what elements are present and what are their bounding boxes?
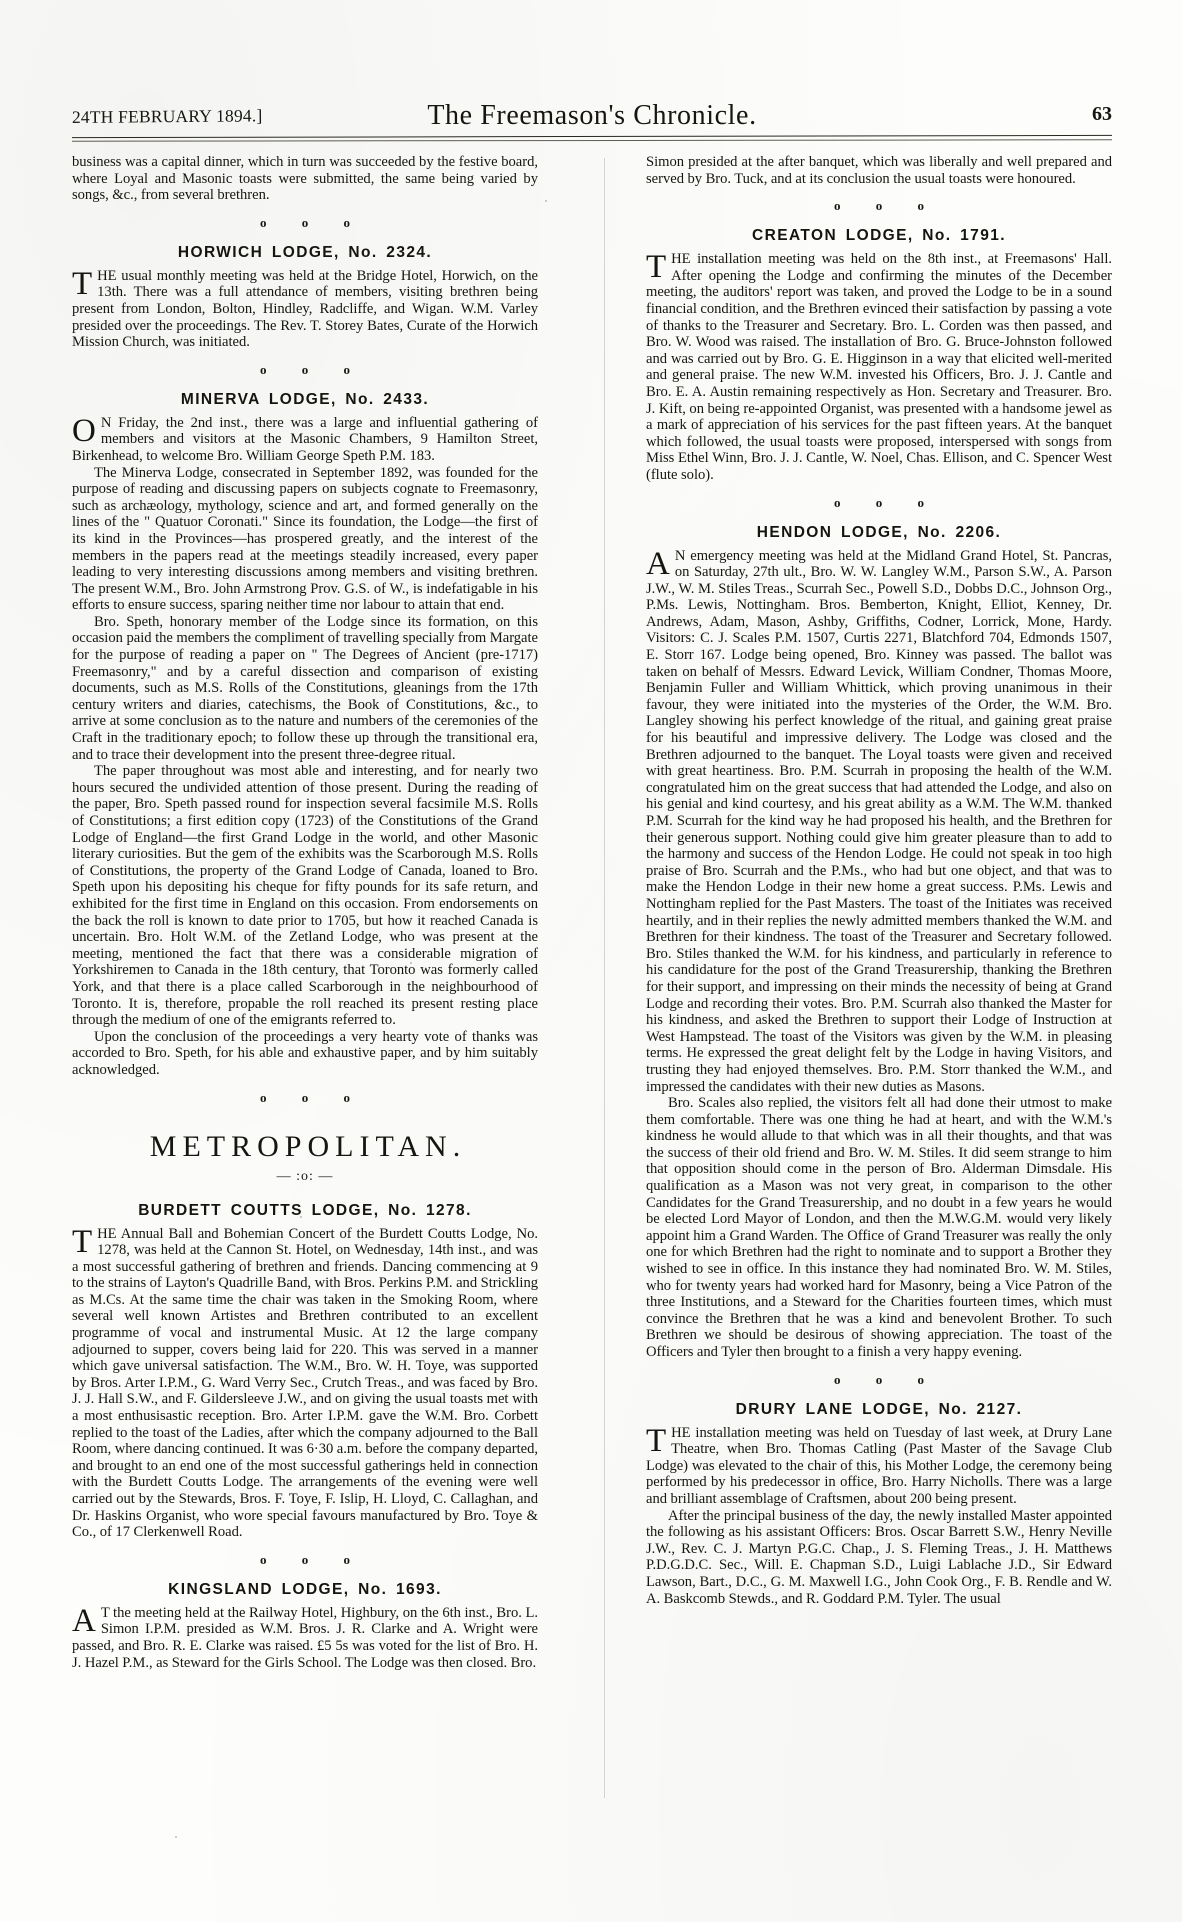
opening-paragraph: THE installation meeting was held on the 8th inst., at Freemasons' Hall. After opening the Lodge and confirming the minutes of the December meeting, the auditors' report was taken, and proved the Lodge to be in a sound financial condition, and the Brethren evinced their satisfaction by passing a vote of thanks to the Treasurer and Secretary. Bro. L. Corden was then passed, and Bro. W. Wood was raised. The installation of Bro. G. Bruce-Johnston followed and was carried out by Bro. G. E. Higginson in a way that elicited well-merited and general praise. The new W.M. invested his Officers, Bro. J. J. Cantle and Bro. E. A. Austin remaining respectively as Hon. Secretary and Treasurer. Bro. J. Kift, on being re-appointed Organist, was presented with a handsome jewel as a mark of appreciation of his services for the past fifteen years. At the banquet which followed, the usual toasts were proposed, interspersed with songs from Miss Ethel Winn, Bro. J. J. Cantle, W. Noel, Chas. Ellison, and C. Spencer West (flute solo). (646, 249, 1112, 483)
section-ornament: o o o (834, 494, 940, 510)
lodge-heading: KINGSLAND LODGE, No. 1693. (168, 1580, 442, 1598)
body-paragraph: Bro. Speth, honorary member of the Lodge since its formation, on this occasion paid the members the compliment of travelling specially from Margate for the purpose of reading a paper on " The Degrees of Ancient (pre-1717) Freemasonry," and by a careful dissection and comparison of existing documents, such as M.S. Rolls of the Constitutions, gleanings from the 17th century writers and diaries, catechisms, the Book of Constitutions, &c., to arrive at some conclusion as to the nature and numbers of the ceremonies of the Craft in the traditionary epoch; to follow these up through the transitional era, and to trace their development into the present three-degree ritual. (72, 613, 538, 763)
section-ornament: o o o (260, 214, 366, 230)
body-paragraph: Bro. Scales also replied, the visitors felt all had done their utmost to make them comfortable. There was one thing he had at heart, and with the W.M.'s kindness he would allude to that which was in all their thoughts, and that was the success of their old friend and Bro. W. M. Stiles. It did seem strange to him that opposition should come in the person of Bro. Alderman Dimsdale. His qualification as a Mason was not very great, in comparison to the other Candidates for the Grand Treasurership, and no doubt in a few years he would be elected Lord Mayor of London, and then the M.W.G.M. would very likely appoint him a Grand Warden. The Office of Grand Treasurer was really the only one for which Brethren had the right to nominate and to support a Brother they wished to see in office. In this instance they had nominated Bro. W. M. Stiles, who for twenty years had worked hard for Masonry, being a Vice Patron of the three Institutions, and a Steward for the Charities fourteen times, which must convince the Brethren that he was a kind and benevolent Brother. To such Brethren we should be desirous of showing appreciation. The toast of the Officers and Tyler then brought to a finish a very happy evening. (646, 1095, 1112, 1360)
body-paragraph: The Minerva Lodge, consecrated in September 1892, was founded for the purpose of reading and discussing papers on subjects cognate to Freemasonry, such as archæology, mythology, science and art, and formed generally on the lines of the " Quatuor Coronati." Since its foundation, the Lodge—the first of its kind in the Provinces—has prospered greatly, and the interest of the members in the papers read at the meetings steadily increased, every paper leading to very interesting discussions among members and visiting brethren. The present W.M., Bro. John Armstrong Prov. G.S. of W., is indefatigable in his efforts to ensure success, sparing neither time nor labour to attain that end. (72, 464, 538, 614)
drop-cap: T (646, 249, 667, 286)
drop-cap: T (646, 1422, 667, 1459)
drop-cap: T (72, 265, 93, 302)
opening-paragraph: THE usual monthly meeting was held at the Bridge Hotel, Horwich, on the 13th. There was a full attendance of members, visiting brethren being present from London, Bolton, Hindley, Radcliffe, and Wigan. W.M. Varley presided over the proceedings. The Rev. T. Storey Bates, Curate of the Horwich Mission Church, was initiated. (72, 265, 538, 351)
section-ornament: o o o (260, 361, 366, 377)
column-divider (604, 158, 605, 1798)
lodge-heading: BURDETT COUTTS LODGE, No. 1278. (138, 1201, 472, 1219)
publication-title: The Freemason's Chronicle. (427, 100, 757, 131)
section-ornament: o o o (260, 1551, 366, 1567)
opening-paragraph: O N Friday, the 2nd inst., there was a large and influential gathering of members and visitors at the Masonic Chambers, 9 Hamilton Street, Birkenhead, to welcome Bro. William George Speth P.M. 183. (72, 412, 538, 464)
lodge-heading: DRURY LANE LODGE, No. 2127. (735, 1400, 1023, 1418)
continued-paragraph: Simon presided at the after banquet, which was liberally and well prepared and served by Bro. Tuck, and at its conclusion the usual toasts were honoured. (646, 154, 1112, 187)
opening-paragraph: THE installation meeting was held on Tuesday of last week, at Drury Lane Theatre, when Bro. Thomas Catling (Past Master of the Savage Club Lodge) was elevated to the chair of this, his Mother Lodge, the ceremony being performed by his predecessor in office, Bro. Harry Nicholls. There was a large and brilliant assemblage of Craftsmen, about 200 being present. (646, 1422, 1112, 1507)
section-rule-ornament: — :o: — (276, 1168, 334, 1184)
opening-paragraph: THE Annual Ball and Bohemian Concert of the Burdett Coutts Lodge, No. 1278, was held at the Cannon St. Hotel, on Wednesday, 14th inst., and was a most successful gathering of brethren and friends. Dancing commencing at 9 to the strains of Layton's Quadrille Band, with Bros. Perkins P.M. and Strickling as M.Cs. At the same time the chair was taken in the Smoking Room, where several well known Artistes and Brethren contributed to an excellent programme of vocal and instrumental Music. At 12 the large company adjourned to supper, covers being laid for 220. This was served in a manner which gave universal satisfaction. The W.M., Bro. W. H. Toye, was supported by Bros. Arter I.P.M., G. Ward Verry Sec., Crutch Treas., and was faced by Bro. J. J. Hall S.W., and F. Gildersleeve J.W., and on giving the usual toasts met with a most enthusisastic reception. Bro. Arter I.P.M. gave the W.M. Bro. Corbett replied to the toast of the Ladies, after which the company adjourned to the Ball Room, where dancing continued. It was 6·30 a.m. before the company departed, and brought to an end one of the most successful gatherings held in connection with the Burdett Coutts Lodge. The arrangements of the evening were well carried out by the Stewards, Bros. F. Toye, F. Islip, H. Lloyd, C. Callaghan, and Dr. Haskins Organist, who wore special favours manufactured by Bro. Toye & Co., of 17 Clerkenwell Road. (72, 1223, 538, 1541)
section-ornament: o o o (260, 1089, 366, 1105)
lodge-heading: CREATON LODGE, No. 1791. (752, 227, 1006, 245)
drop-cap: O (72, 412, 96, 449)
running-head (72, 88, 1112, 132)
left-column (72, 154, 538, 1854)
header-rule (72, 136, 1112, 142)
lodge-heading: HENDON LODGE, No. 2206. (756, 523, 1002, 541)
section-ornament: o o o (834, 1371, 940, 1387)
page-number: 63 (1092, 103, 1112, 125)
section-ornament: o o o (834, 198, 940, 214)
drop-cap: A (72, 1602, 96, 1639)
body-paragraph: The paper throughout was most able and interesting, and for nearly two hours secured the undivided attention of those present. During the reading of the paper, Bro. Speth passed round for inspection several facsimile M.S. Rolls of Constitutions; a first edition copy (1723) of the Constitutions of the Grand Lodge of England—the first Grand Lodge in the world, and other Masonic literary curiosities. But the gem of the exhibits was the Scarborough M.S. Rolls of Constitutions, the property of the Grand Lodge of Canada, loaned to Bro. Speth upon his depositing his cheque for fifty pounds for its safe return, and exhibited for the first time in England on this occasion. From endorsements on the back the roll is known to date prior to 1705, but how it reached Canada is uncertain. Bro. Holt W.M. of the Zetland Lodge, who was present at the meeting, mentioned the fact that there was a considerable migration of Yorkshiremen to Canada in the 18th century, that Toronto was formerly called York, and that there is a place called Scarborough in the neighbourhood of Toronto. It is, therefore, propable the roll reached its present resting place through the medium of one of the emigrants referred to. (72, 763, 538, 1029)
continued-paragraph: business was a capital dinner, which in turn was succeeded by the festive board, where Loyal and Masonic toasts were submitted, the same being varied by songs, &c., from several brethren. (72, 154, 538, 204)
section-heading-metropolitan: METROPOLITAN. (149, 1129, 467, 1163)
issue-date: 24TH FEBRUARY 1894.] (71, 105, 263, 128)
lodge-heading: MINERVA LODGE, No. 2433. (180, 390, 430, 408)
opening-paragraph: A N emergency meeting was held at the Midland Grand Hotel, St. Pancras, on Saturday, 27th ult., Bro. W. W. Langley W.M., Parson S.W., A. Parson J.W., W. M. Stiles Treas., Scurrah Sec., Powell S.D., Dobbs D.C., Johnson Org., P.Ms. Lewis, Nottingham. Bros. Bemberton, Knight, Elliot, Kenney, Dr. Andrews, Adam, Mason, Ashby, Griffiths, Codner, Lorrick, Mone, Hardy. Visitors: C. J. Scales P.M. 1507, Curtis 2271, Blatchford 704, Edmonds 1507, E. Storr 167. Lodge being opened, Bro. Kinney was passed. The ballot was taken on behalf of Messrs. Edward Levick, William Condner, Thomas Moore, Benjamin Fuller and William Whittick, which proving unanimous in their favour, they were initiated into the mysteries of the Order, the W.M. Bro. Langley showing his perfect knowledge of the ritual, and gaining great praise for his beautiful and impressive delivery. The Lodge was closed and the Brethren adjourned to the banquet. The Loyal toasts were given and received with great heartiness. Bro. P.M. Scurrah in proposing the health of the W.M. congratulated him on the great success that had attended the Lodge, and also on his genial and kind courtesy, and his great ability as a W.M. The W.M. thanked P.M. Scurrah for the kind way he had proposed his health, and the Brethren for their generous support. Nothing could give him greater pleasure than to add to the harmony and success of the Hendon Lodge. He could not speak in too high praise of Bro. Scurrah and the P.Ms., who had but one object, and that was to make the Hendon Lodge in their new home a great success. P.Ms. Lewis and Nottingham replied for the Past Masters. The toast of the Initiates was received heartily, and in their replies the newly admitted members thanked the W.M. and Brethren for their kindness. The toast of the Treasurer and Secretary followed. Bro. Stiles thanked the W.M. for his kindness, and particularly in reference to his candidature for the post of the Grand Treasurership, thanking the Brethren for their support, and impressing on their minds the necessity of being at Grand Lodge and recording their votes. Bro. P.M. Scurrah also thanked the Master for his kindness, and asked the Brethren to support their Lodge of Instruction at West Hampstead. The toast of the Visitors was given by the W.M. in pleasing terms. He expressed the great delight felt by the Lodge in having Visitors, and trusting they had enjoyed themselves. Bro. P.M. Storr thanked the W.M., and impressed the candidates with their new duties as Masons. (646, 545, 1112, 1095)
drop-cap: A (646, 545, 670, 582)
drop-cap: T (72, 1223, 93, 1260)
lodge-heading: HORWICH LODGE, No. 2324. (177, 243, 433, 261)
article-columns (72, 154, 1112, 1854)
right-column (646, 154, 1112, 1854)
body-paragraph: Upon the conclusion of the proceedings a very hearty vote of thanks was accorded to Bro. Speth, for his able and exhaustive paper, and by him suitably acknowledged. (72, 1028, 538, 1078)
opening-paragraph: A T the meeting held at the Railway Hotel, Highbury, on the 6th inst., Bro. L. Simon I.P.M. presided as W.M. Bros. J. R. Clarke and A. Wright were passed, and Bro. R. E. Clarke was raised. £5 5s was voted for the list of Bro. H. J. Hazel P.M., as Steward for the Girls School. The Lodge was then closed. Bro. (72, 1602, 538, 1671)
body-paragraph: After the principal business of the day, the newly installed Master appointed the following as his assistant Officers: Bros. Oscar Barrett S.W., Henry Neville J.W., Rev. C. J. Martyn P.G.C. Chap., J. S. Fleming Treas., J. H. Matthews P.D.G.D.C. Sec., Will. E. Chapman S.D., Luigi Lablache J.D., Sir Edward Lawson, Bart., D.C., G. M. Maxwell I.G., John Cook Org., F. B. Rendle and W. A. Baskcomb Stewds., and R. Goddard P.M. Tyler. The usual (646, 1507, 1112, 1607)
